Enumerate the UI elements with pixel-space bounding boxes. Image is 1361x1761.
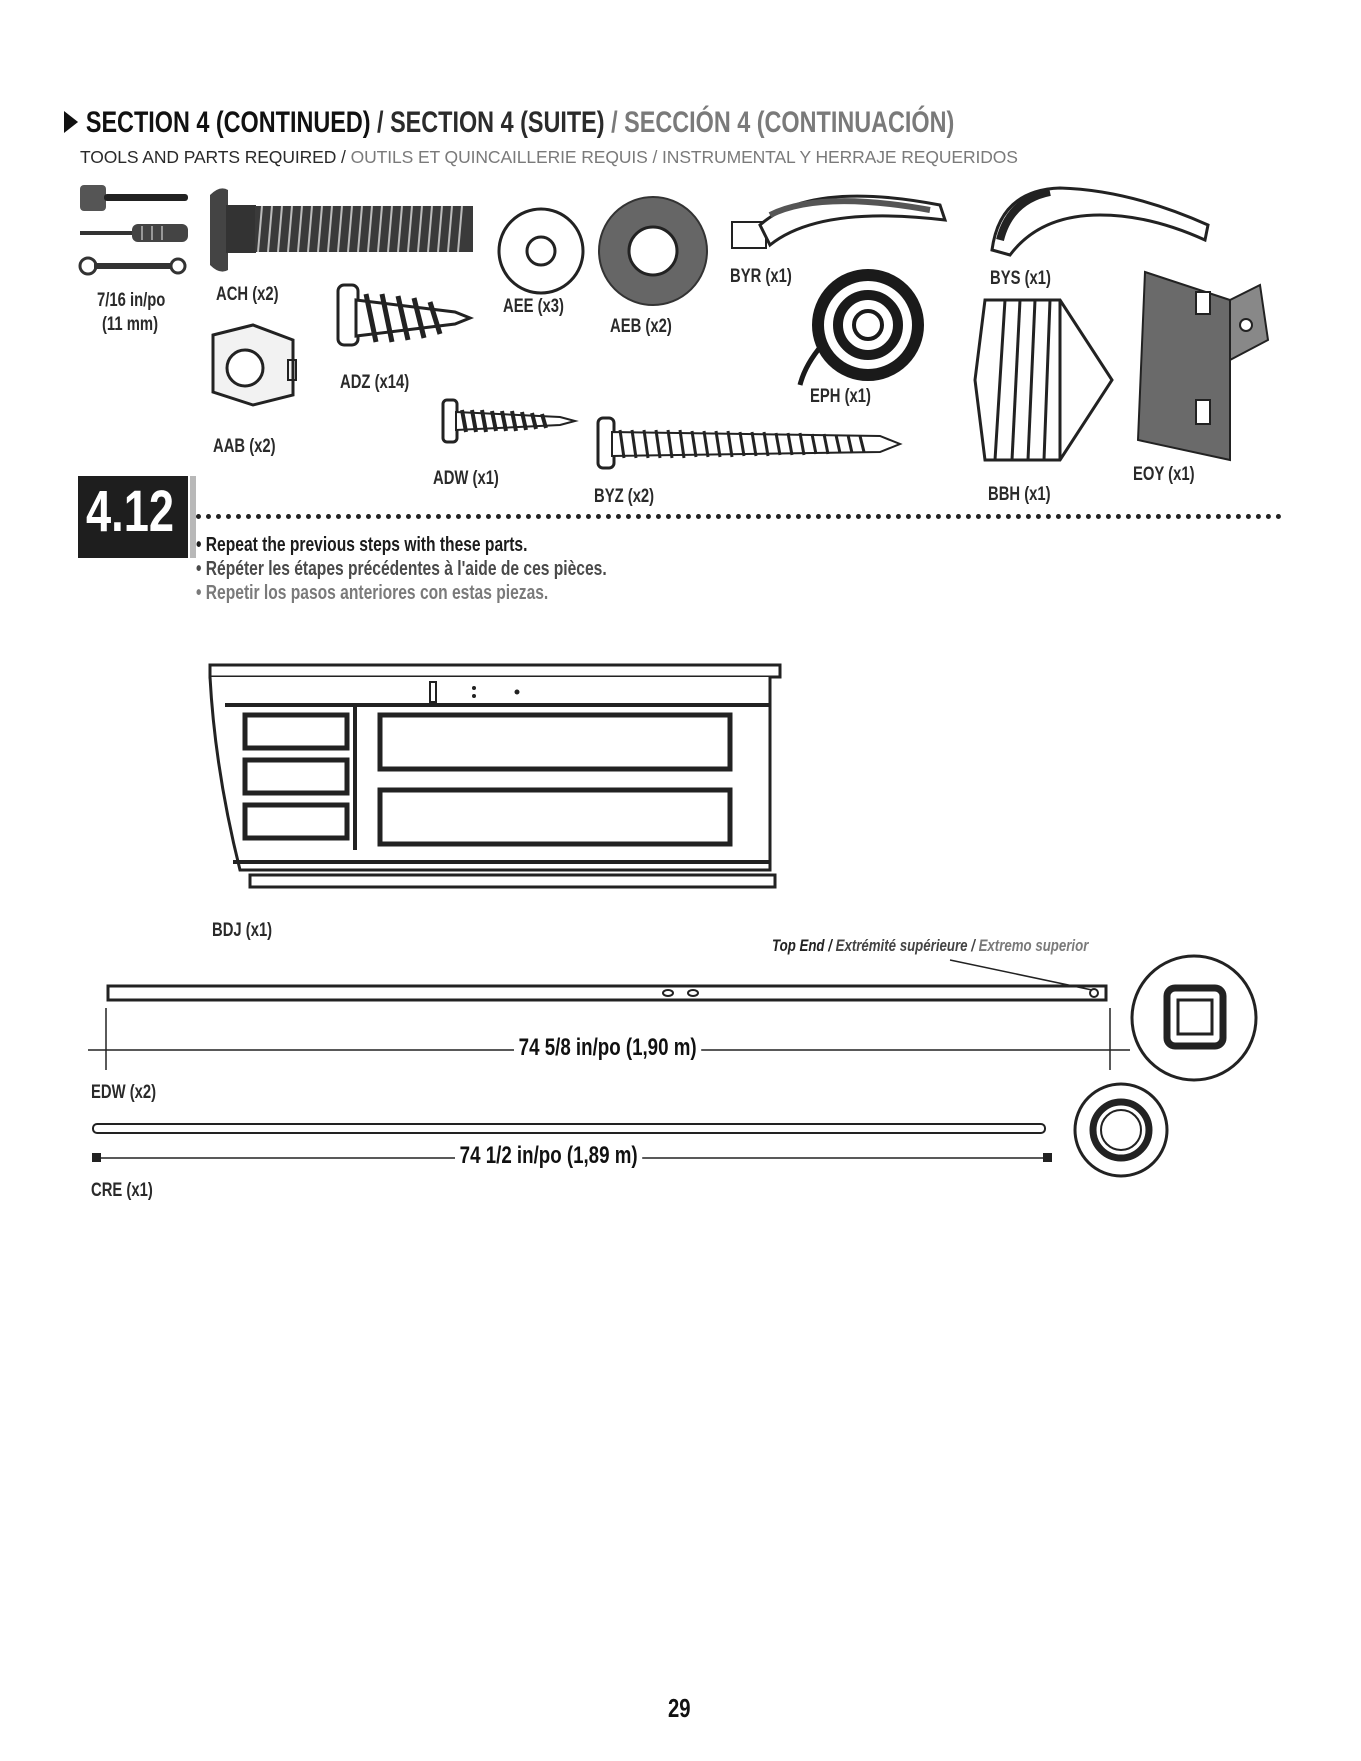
top-end-es: Extremo superior bbox=[978, 936, 1089, 955]
part-label-byz: BYZ (x2) bbox=[594, 486, 655, 507]
washer-aeb bbox=[599, 197, 707, 305]
heading-separator: / bbox=[336, 147, 351, 167]
rail-length-dimension: 74 5/8 in/po (1,90 m) bbox=[514, 1034, 701, 1062]
part-label-bys: BYS (x1) bbox=[990, 268, 1051, 289]
instruction-es: • Repetir los pasos anteriores con estas piezas. bbox=[196, 582, 549, 604]
instruction-en: • Repeat the previous steps with these parts. bbox=[196, 534, 528, 556]
rod-length-dimension: 74 1/2 in/po (1,89 m) bbox=[455, 1142, 642, 1170]
washer-aee bbox=[499, 209, 583, 293]
part-label-byr: BYR (x1) bbox=[730, 266, 792, 287]
tools-heading-fr: OUTILS ET QUINCAILLERIE REQUIS bbox=[350, 147, 648, 167]
part-label-aab: AAB (x2) bbox=[213, 436, 276, 457]
page-number: 29 bbox=[668, 1693, 691, 1723]
callout-separator: / bbox=[967, 936, 979, 955]
top-end-callout bbox=[772, 936, 1088, 956]
screw-adz bbox=[338, 285, 470, 345]
part-label-bbh: BBH (x1) bbox=[988, 484, 1051, 505]
wrench-metric-label: (11 mm) bbox=[102, 314, 159, 335]
part-label-cre: CRE (x1) bbox=[91, 1180, 153, 1201]
wrench-size-label: 7/16 in/po bbox=[97, 290, 166, 311]
part-label-eph: EPH (x1) bbox=[810, 386, 871, 407]
wrench-icon bbox=[80, 258, 185, 274]
hex-nut-aab bbox=[213, 325, 296, 405]
cable-coil-eph bbox=[800, 275, 918, 385]
title-separator: / bbox=[370, 106, 391, 139]
hammer-icon bbox=[80, 185, 188, 211]
part-label-adw: ADW (x1) bbox=[433, 468, 499, 489]
callout-separator: / bbox=[824, 936, 836, 955]
part-label-eoy: EOY (x1) bbox=[1133, 464, 1195, 485]
top-end-en: Top End bbox=[772, 936, 825, 955]
bracket-bys bbox=[992, 188, 1208, 255]
top-end-fr: Extrémité supérieure bbox=[835, 936, 968, 955]
section-title-fr: SECTION 4 (SUITE) bbox=[390, 106, 605, 139]
part-label-bdj: BDJ (x1) bbox=[212, 920, 273, 941]
step-number: 4.12 bbox=[86, 479, 175, 544]
end-cap-bbh bbox=[975, 300, 1112, 460]
tools-heading-en: TOOLS AND PARTS REQUIRED bbox=[80, 147, 337, 167]
screw-byz bbox=[598, 418, 900, 468]
instruction-fr: • Répéter les étapes précédentes à l'aide de ces pièces. bbox=[196, 558, 607, 580]
part-label-edw: EDW (x2) bbox=[91, 1082, 157, 1103]
bracket-byr bbox=[732, 196, 945, 248]
heading-separator: / bbox=[647, 147, 663, 167]
bracket-eoy bbox=[1138, 272, 1268, 460]
title-separator: / bbox=[604, 106, 625, 139]
part-label-aeb: AEB (x2) bbox=[610, 316, 672, 337]
screwdriver-icon bbox=[80, 224, 188, 242]
rail-cross-section-icon bbox=[1132, 956, 1256, 1080]
part-label-ach: ACH (x2) bbox=[216, 284, 279, 305]
part-label-adz: ADZ (x14) bbox=[340, 372, 410, 393]
section-title-en: SECTION 4 (CONTINUED) bbox=[85, 106, 371, 139]
screw-adw bbox=[443, 400, 575, 442]
part-label-aee: AEE (x3) bbox=[503, 296, 564, 317]
section-title-es: SECCIÓN 4 (CONTINUACIÓN) bbox=[624, 106, 955, 139]
opener-body-bdj bbox=[210, 665, 780, 887]
rod-cross-section-icon bbox=[1075, 1084, 1167, 1176]
tools-heading-es: INSTRUMENTAL Y HERRAJE REQUERIDOS bbox=[662, 147, 1018, 167]
dotted-divider bbox=[196, 514, 1282, 519]
carriage-bolt-ach bbox=[210, 188, 473, 271]
